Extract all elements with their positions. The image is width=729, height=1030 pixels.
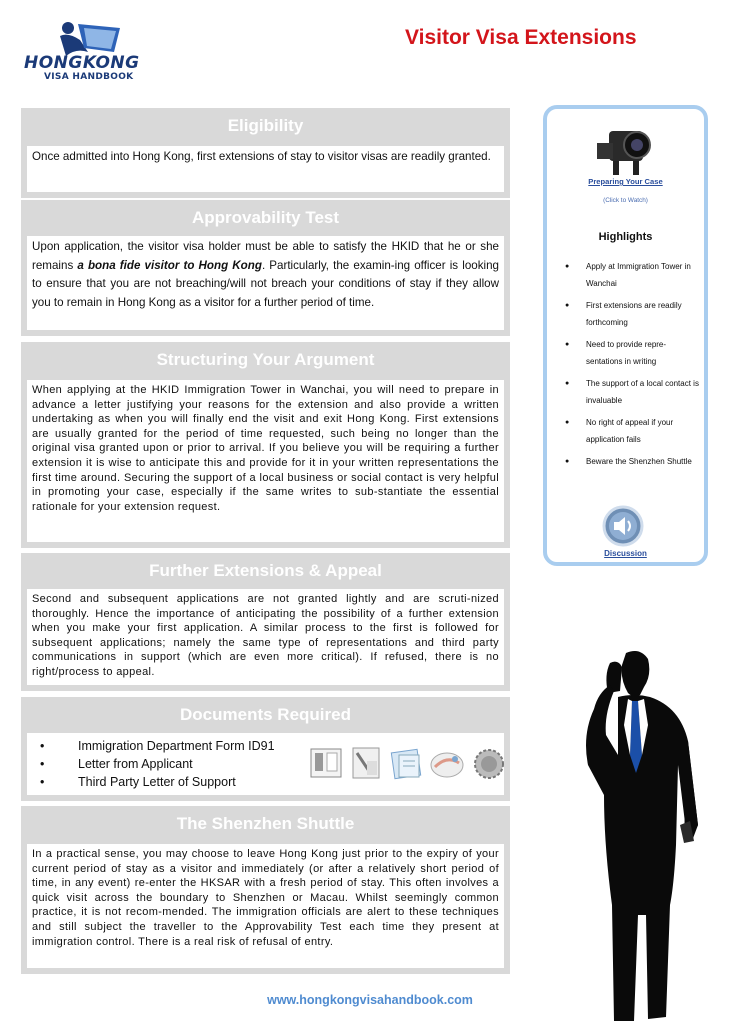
section-body (27, 380, 504, 542)
click-to-watch-label[interactable]: (Click to Watch) (603, 197, 648, 204)
site-logo[interactable] (24, 20, 154, 82)
eligibility-text: Once admitted into Hong Kong, first extensions of stay to visitor visas are readily granted. (32, 150, 491, 163)
approvability-text-start: Upon application, the visitor visa holder must be able to satisfy the HKID that he or she remains (32, 240, 499, 272)
section-further (21, 553, 510, 691)
logo-tagline: VISA HANDBOOK (44, 72, 134, 82)
section-documents (21, 697, 510, 801)
section-title: Structuring Your Argument (156, 350, 375, 369)
list-item: • Third Party Letter of Support (40, 773, 499, 791)
video-camera-icon[interactable] (595, 121, 657, 177)
section-structuring (21, 342, 510, 548)
approvability-text (32, 238, 499, 312)
list-item: ● Apply at Immigration Tower in Wanchai (557, 259, 699, 292)
page-title: Visitor Visa Extensions (405, 26, 637, 49)
approvability-text-end: . Particularly, the examin-ing officer is looking to ensure that you are not breaching/will not breach your conditions of stay if they allow you to remain in Hong Kong as a visitor for a further period of time. (32, 258, 499, 309)
discussion-link[interactable]: Discussion (604, 549, 647, 558)
highlights-sidebar (543, 105, 708, 566)
section-title: Further Extensions & Appeal (149, 561, 382, 580)
highlights-title: Highlights (598, 231, 653, 243)
section-shuttle (21, 806, 510, 974)
list-item: ● First extensions are readily forthcoming (557, 298, 699, 331)
shuttle-text: In a practical sense, you may choose to leave Hong Kong just prior to the expiry of your current period of stay as a visitor and immediately (or after a relatively short period of time, in any event) re-enter the HKSAR with a fresh period of stay. This often involves a quick visit across the boundary to Shenzhen or Macau. Whilst seemingly common practice, it is not recom-mended. The immigration officials are alert to these techniques and still subject the traveller to the Approvability Test each time they present at immigration control. There is a real risk of refusal of entry. (32, 848, 499, 948)
section-body (27, 733, 504, 795)
section-title: The Shenzhen Shuttle (176, 814, 355, 833)
businessman-silhouette-image (548, 645, 720, 1025)
section-body (27, 844, 504, 968)
further-text: Second and subsequent applications are not granted lightly and are scruti-nized thoroughly. Hence the importance of anticipating the possibility of a further extension when you make your first application. A similar process to the first is followed for subsequent applications; namely the same type of representations and third party communications in support (which are even more critical). If refused, there is no right/process to appeal. (32, 593, 499, 678)
letter-icon (353, 748, 379, 778)
list-item: ● Need to provide repre-sentations in writing (557, 337, 699, 370)
bona-fide-emphasis: a bona fide visitor to Hong Kong (77, 258, 262, 272)
section-title: Eligibility (227, 116, 304, 135)
section-eligibility (21, 108, 510, 198)
list-item: ● Beware the Shenzhen Shuttle (557, 454, 699, 471)
list-item: • Immigration Department Form ID91 (40, 737, 499, 755)
section-approvability (21, 200, 510, 336)
section-body (27, 589, 504, 685)
footer-website-link[interactable]: www.hongkongvisahandbook.com (267, 993, 473, 1007)
section-body (27, 146, 504, 192)
structuring-text: When applying at the HKID Immigration Tower in Wanchai, you will need to prepare in advance a letter justifying your reasons for the extension and also provide a written undertaking as when you will finally end the visit and exit Hong Kong. First extensions are usually granted for the period of time requested, such being no longer than the original visa granted upon or prior to arrival. If you believe you will be requiring a further extension it is wise to anticipate this and provide for it in your written representations the first time around. Securing the support of a local business or social contact is very helpful in promoting your case, especially if the same writes to sub-stantiate the essential rationale for your extension request. (32, 384, 499, 513)
list-item: • Letter from Applicant (40, 755, 499, 773)
section-title: Approvability Test (191, 208, 340, 227)
list-item: ● The support of a local contact is invaluable (557, 376, 699, 409)
highlights-list (557, 259, 699, 477)
section-body (27, 236, 504, 330)
logo-wordmark: HONGKONG (24, 53, 140, 73)
speaker-icon[interactable] (602, 505, 644, 547)
preparing-case-link[interactable]: Preparing Your Case (588, 177, 663, 186)
stamp-icon (431, 753, 463, 777)
section-title: Documents Required (180, 705, 351, 724)
seal-icon (475, 750, 503, 778)
document-icons (309, 745, 509, 781)
support-letter-icon (391, 749, 420, 778)
list-item: ● No right of appeal if your application fails (557, 415, 699, 448)
form-icon (311, 749, 341, 777)
